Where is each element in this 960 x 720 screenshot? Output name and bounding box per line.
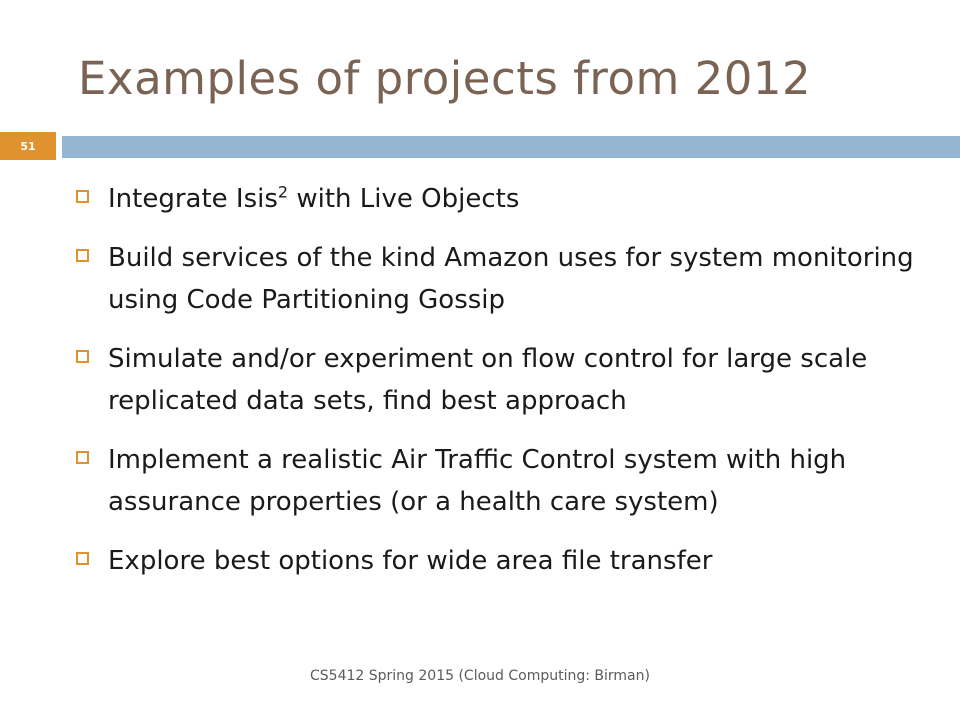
header-bar <box>62 136 960 158</box>
square-bullet-icon <box>76 552 89 565</box>
slide-title: Examples of projects from 2012 <box>78 52 812 105</box>
bullet-superscript: 2 <box>277 182 289 202</box>
slide-number: 51 <box>20 139 36 153</box>
bullet-item-flow-control <box>76 338 936 422</box>
bullet-list <box>76 178 936 599</box>
square-bullet-icon <box>76 451 89 464</box>
bullet-text-main: Integrate Isis <box>108 184 278 214</box>
bullet-text: Build services of the kind Amazon uses for system monitoring using Code Partitioning Gossip <box>108 243 914 315</box>
bullet-item-isis <box>76 178 936 220</box>
square-bullet-icon <box>76 350 89 363</box>
bullet-text <box>108 178 519 220</box>
bullet-text-suffix: with Live Objects <box>288 184 520 214</box>
slide-number-badge <box>0 132 56 160</box>
bullet-text: Implement a realistic Air Traffic Control system with high assurance properties (or a health care system) <box>108 445 847 517</box>
bullet-item-air-traffic-control <box>76 439 936 523</box>
bullet-item-amazon-services <box>76 237 936 321</box>
bullet-text: Explore best options for wide area file transfer <box>108 546 713 576</box>
square-bullet-icon <box>76 190 89 203</box>
slide-footer: CS5412 Spring 2015 (Cloud Computing: Birman) <box>310 668 650 684</box>
bullet-item-file-transfer <box>76 540 936 582</box>
bullet-text: Simulate and/or experiment on flow control for large scale replicated data sets, find best approach <box>108 344 868 416</box>
square-bullet-icon <box>76 249 89 262</box>
